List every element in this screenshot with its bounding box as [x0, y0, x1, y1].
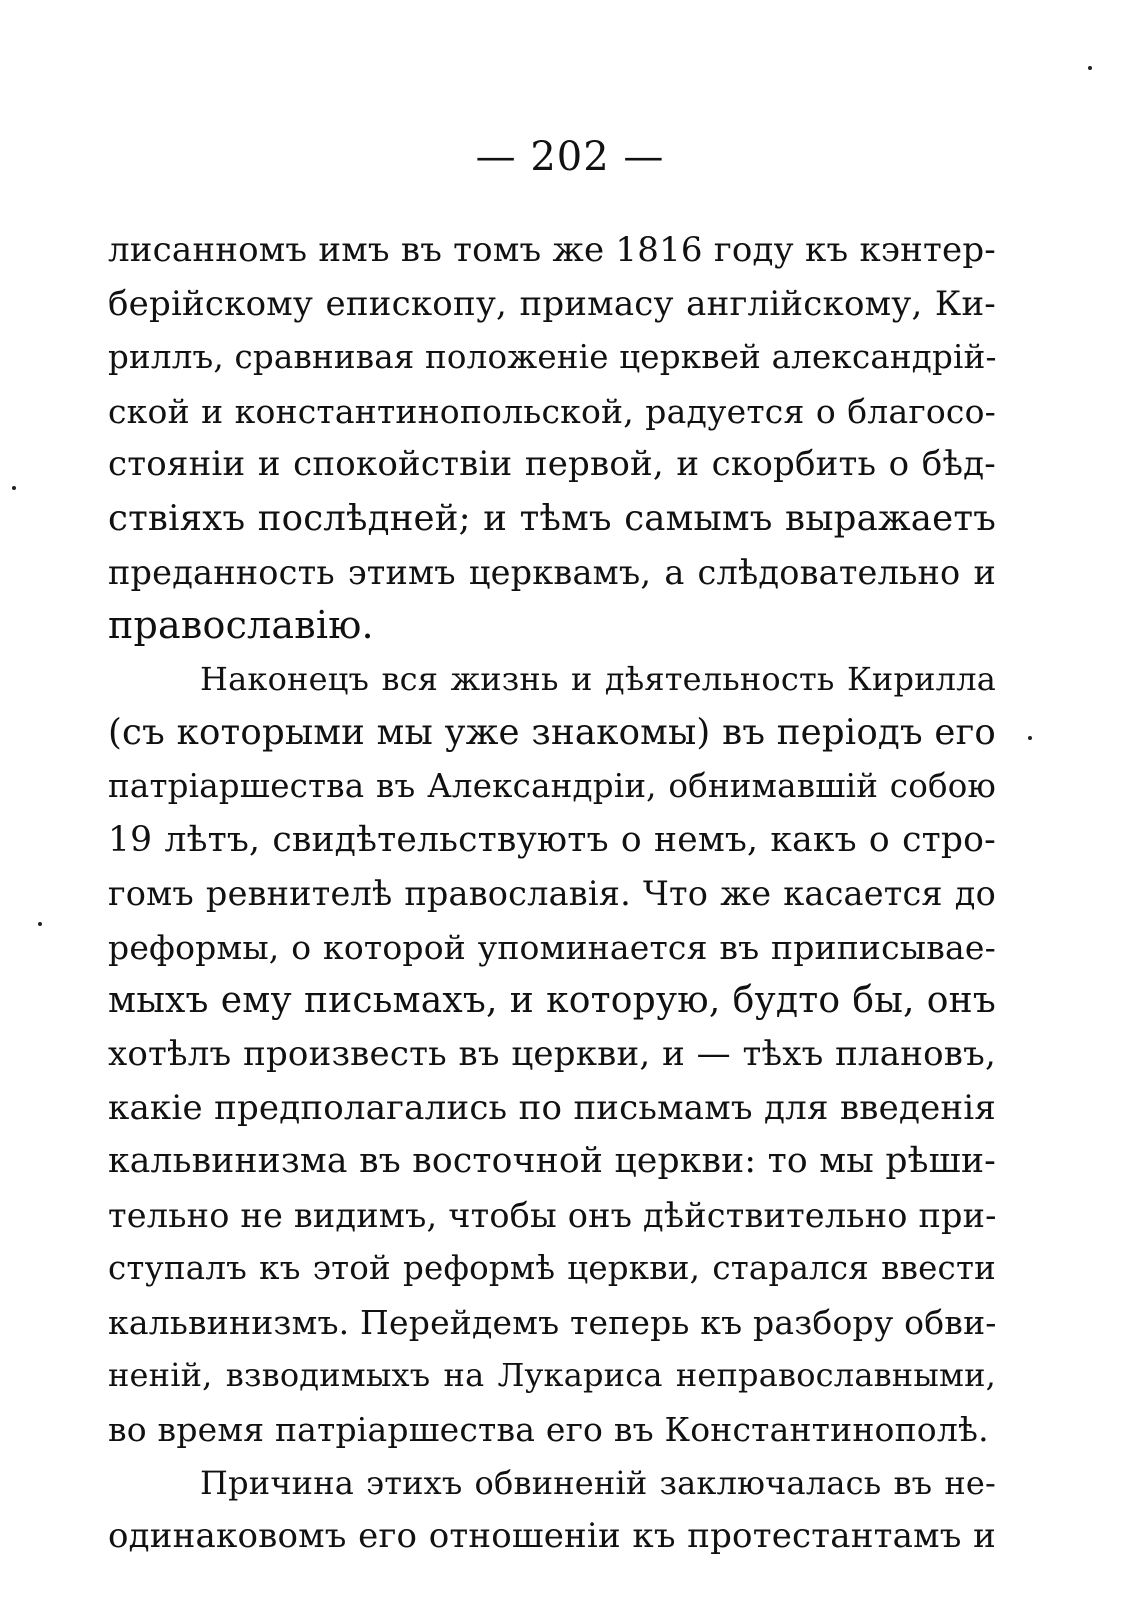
text-line: преданность этимъ церквамъ, а слѣдовательно и — [108, 552, 996, 592]
body-text — [108, 224, 996, 1564]
text-line: кальвинизмъ. Перейдемъ теперь къ разбору обви- — [108, 1302, 997, 1342]
text-line: мыхъ ему письмахъ, и которую, будто бы, онъ — [108, 980, 996, 1022]
text-line: во время патріаршества его въ Константинополѣ. — [108, 1410, 989, 1450]
text-line: хотѣлъ произвесть въ церкви, и — тѣхъ плановъ, — [108, 1033, 996, 1074]
text-line: одинаковомъ его отношеніи къ протестантамъ и — [108, 1516, 996, 1557]
text-line: берійскому епископу, примасу англійскому, Ки- — [108, 283, 996, 324]
scan-speck — [38, 922, 42, 926]
text-line: реформы, о которой упоминается въ приписывае- — [108, 927, 996, 967]
text-line: гомъ ревнителѣ православія. Что же касается до — [108, 874, 996, 914]
paragraph — [108, 653, 996, 1457]
scan-speck — [12, 486, 16, 490]
text-line: Наконецъ вся жизнь и дѣятельность Кирилла — [200, 659, 996, 698]
text-line: (съ которыми мы уже знакомы) въ періодъ его — [108, 712, 996, 754]
page-number: — 202 — — [475, 134, 665, 180]
text-line: ступалъ къ этой реформѣ церкви, старался ввести — [108, 1249, 996, 1288]
scan-speck — [1028, 736, 1032, 740]
text-line: стояніи и спокойствіи первой, и скорбить о бѣд- — [108, 444, 996, 485]
text-line: какіе предполагались по письмамъ для введенія — [108, 1087, 996, 1128]
paragraph — [108, 1457, 996, 1564]
text-line: 19 лѣтъ, свидѣтельствуютъ о немъ, какъ о стро- — [108, 819, 996, 860]
text-line: ской и константинопольской, радуется о благосо- — [108, 391, 996, 431]
text-line: ствіяхъ послѣдней; и тѣмъ самымъ выражаетъ — [108, 497, 996, 539]
text-line: патріаршества въ Александріи, обнимавшій собою — [108, 766, 996, 805]
text-line: лисанномъ имъ въ томъ же 1816 году къ кэнтер- — [108, 230, 996, 270]
text-line: кальвинизма въ восточной церкви: то мы рѣши- — [108, 1141, 996, 1182]
paragraph — [108, 224, 996, 653]
text-line: православію. — [108, 603, 374, 648]
text-line: риллъ, сравнивая положеніе церквей александрій- — [108, 338, 997, 377]
text-line: тельно не видимъ, чтобы онъ дѣйствительно при- — [108, 1195, 997, 1235]
text-line: неній, взводимыхъ на Лукариса неправославными, — [108, 1356, 996, 1395]
text-line: Причина этихъ обвиненій заключалась въ не- — [200, 1463, 996, 1502]
scan-speck — [1088, 66, 1092, 70]
